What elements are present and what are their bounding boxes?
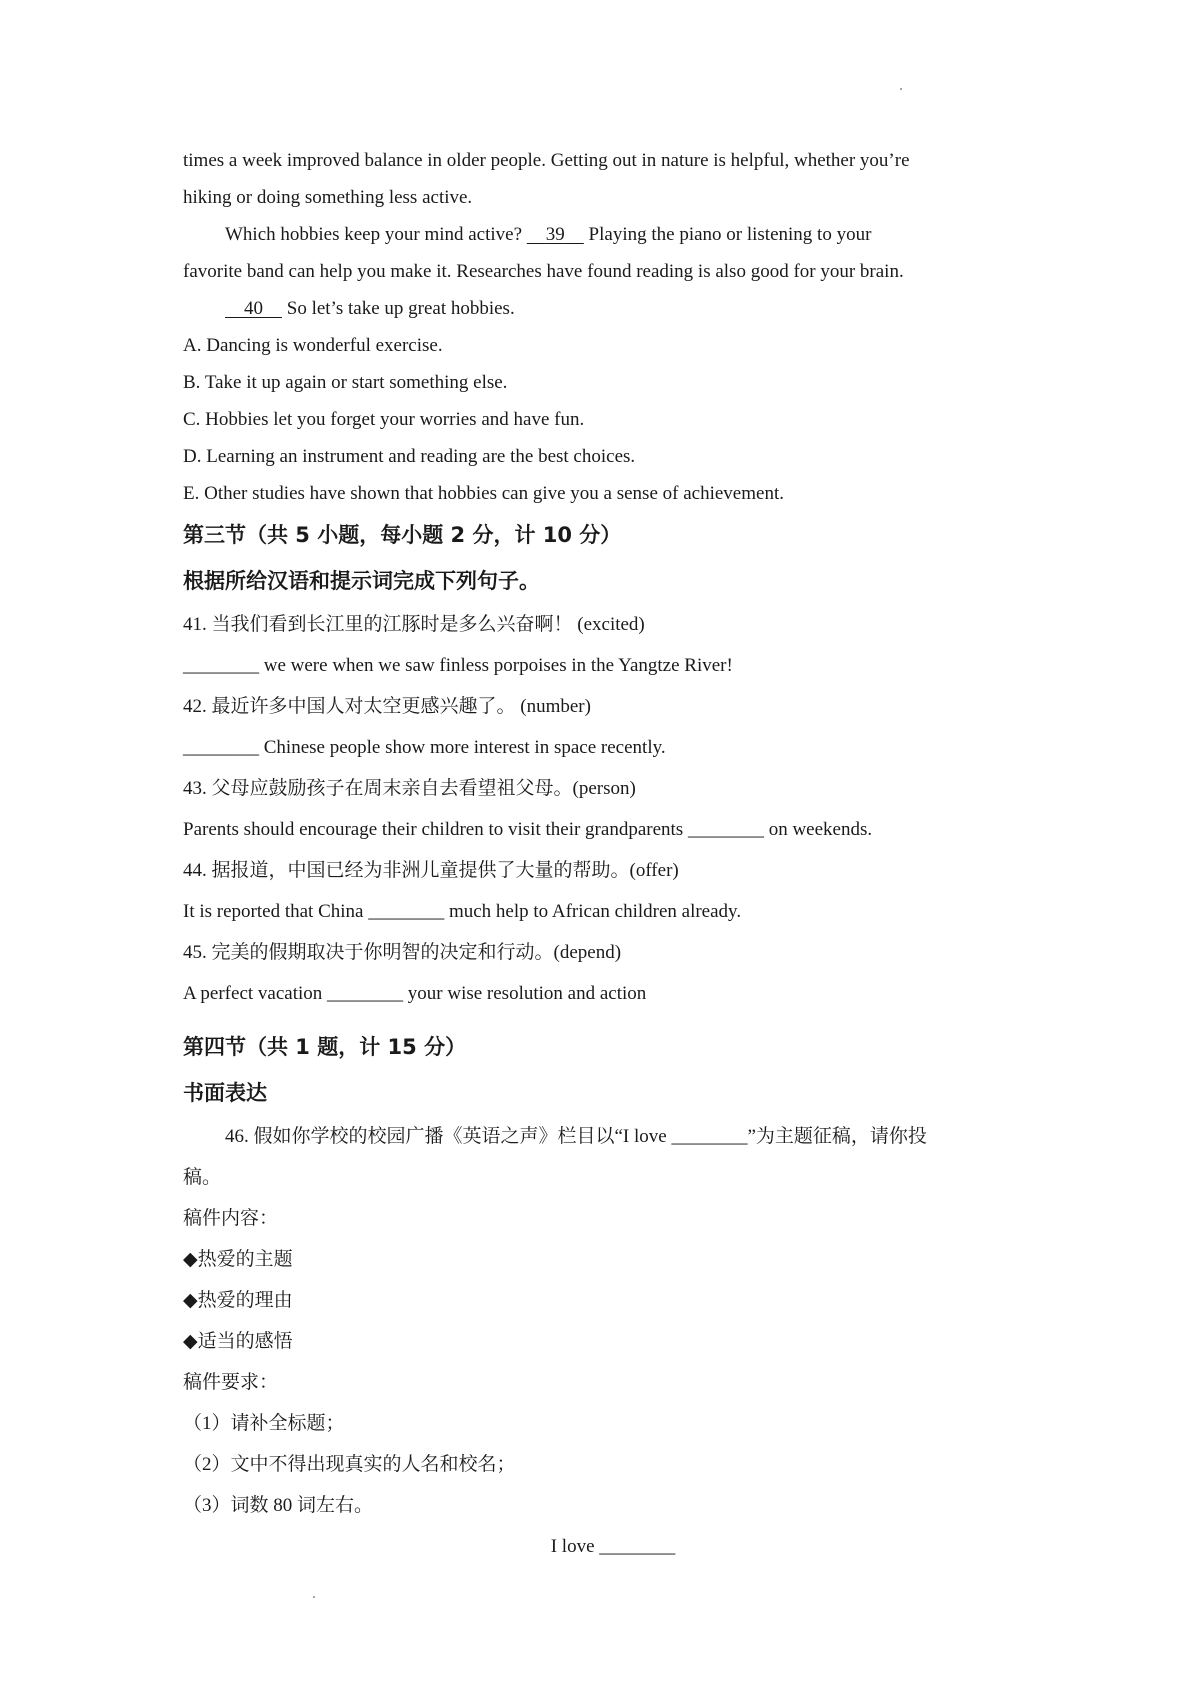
- option-e: E. Other studies have shown that hobbies can give you a sense of achievement.: [183, 483, 784, 504]
- q41-blank: ________: [183, 655, 259, 676]
- requirement-item: （2）文中不得出现真实的人名和校名；: [183, 1454, 516, 1475]
- q46-prompt-cont: 稿。: [183, 1167, 222, 1188]
- essay-title: I love ________: [550, 1536, 676, 1557]
- passage-line-q40: 40 So let’s take up great hobbies.: [183, 290, 1043, 327]
- passage-line: favorite band can help you make it. Researches have found reading is also good for your brain.: [183, 261, 904, 282]
- option-b: B. Take it up again or start something else.: [183, 372, 508, 393]
- content-label: 稿件内容：: [183, 1208, 279, 1229]
- q45-prompt: 45. 完美的假期取决于你明智的决定和行动。(depend): [183, 942, 622, 963]
- q43-sentence: Parents should encourage their children to visit their grandparents ________ on weekends.: [183, 819, 873, 840]
- q45-blank: ________: [327, 983, 404, 1004]
- blank-39: 39: [545, 224, 565, 245]
- q45-sentence: A perfect vacation ________ your wise resolution and action: [183, 983, 647, 1004]
- section4-subtitle: 书面表达: [183, 1081, 267, 1105]
- passage-line: hiking or doing something less active.: [183, 187, 473, 208]
- section4-title: 第四节（共 1 题，计 15 分）: [183, 1035, 467, 1059]
- bullet-item: ◆热爱的理由: [183, 1290, 293, 1311]
- q44-sentence: It is reported that China ________ much help to African children already.: [183, 901, 742, 922]
- q44-prompt: 44. 据报道，中国已经为非洲儿童提供了大量的帮助。(offer): [183, 860, 679, 881]
- option-d: D. Learning an instrument and reading are the best choices.: [183, 446, 636, 467]
- q42-blank: ________: [183, 737, 259, 758]
- q46-prompt: 46. 假如你学校的校园广播《英语之声》栏目以“I love ________”为主题征稿，请你投: [225, 1126, 927, 1147]
- passage-line: times a week improved balance in older people. Getting out in nature is helpful, whether you’re: [183, 150, 910, 171]
- scan-dot-top: [900, 88, 902, 90]
- q41-prompt: 41. 当我们看到长江里的江豚时是多么兴奋啊！ (excited): [183, 614, 645, 635]
- section3-title: 第三节（共 5 小题，每小题 2 分，计 10 分）: [183, 523, 622, 547]
- passage-line-q39: Which hobbies keep your mind active? 39 Playing the piano or listening to your: [225, 224, 872, 245]
- q43-prompt: 43. 父母应鼓励孩子在周末亲自去看望祖父母。(person): [183, 778, 636, 799]
- requirements-label: 稿件要求：: [183, 1372, 279, 1393]
- q42-sentence: ________ Chinese people show more interest in space recently.: [183, 737, 666, 758]
- blank-40: 40: [244, 298, 263, 319]
- bullet-item: ◆热爱的主题: [183, 1249, 293, 1270]
- q43-blank: ________: [687, 819, 764, 840]
- option-c: C. Hobbies let you forget your worries and have fun.: [183, 409, 585, 430]
- section3-instruction: 根据所给汉语和提示词完成下列句子。: [183, 569, 540, 593]
- q44-blank: ________: [368, 901, 445, 922]
- option-a: A. Dancing is wonderful exercise.: [183, 335, 443, 356]
- requirement-item: （1）请补全标题；: [183, 1413, 345, 1434]
- bullet-item: ◆适当的感悟: [183, 1331, 293, 1352]
- q42-prompt: 42. 最近许多中国人对太空更感兴趣了。 (number): [183, 696, 591, 717]
- page-content: [183, 142, 1043, 1567]
- requirement-item: （3）词数 80 词左右。: [183, 1495, 374, 1516]
- q41-sentence: ________ we were when we saw finless porpoises in the Yangtze River!: [183, 655, 733, 676]
- scan-dot-bottom: [313, 1596, 315, 1598]
